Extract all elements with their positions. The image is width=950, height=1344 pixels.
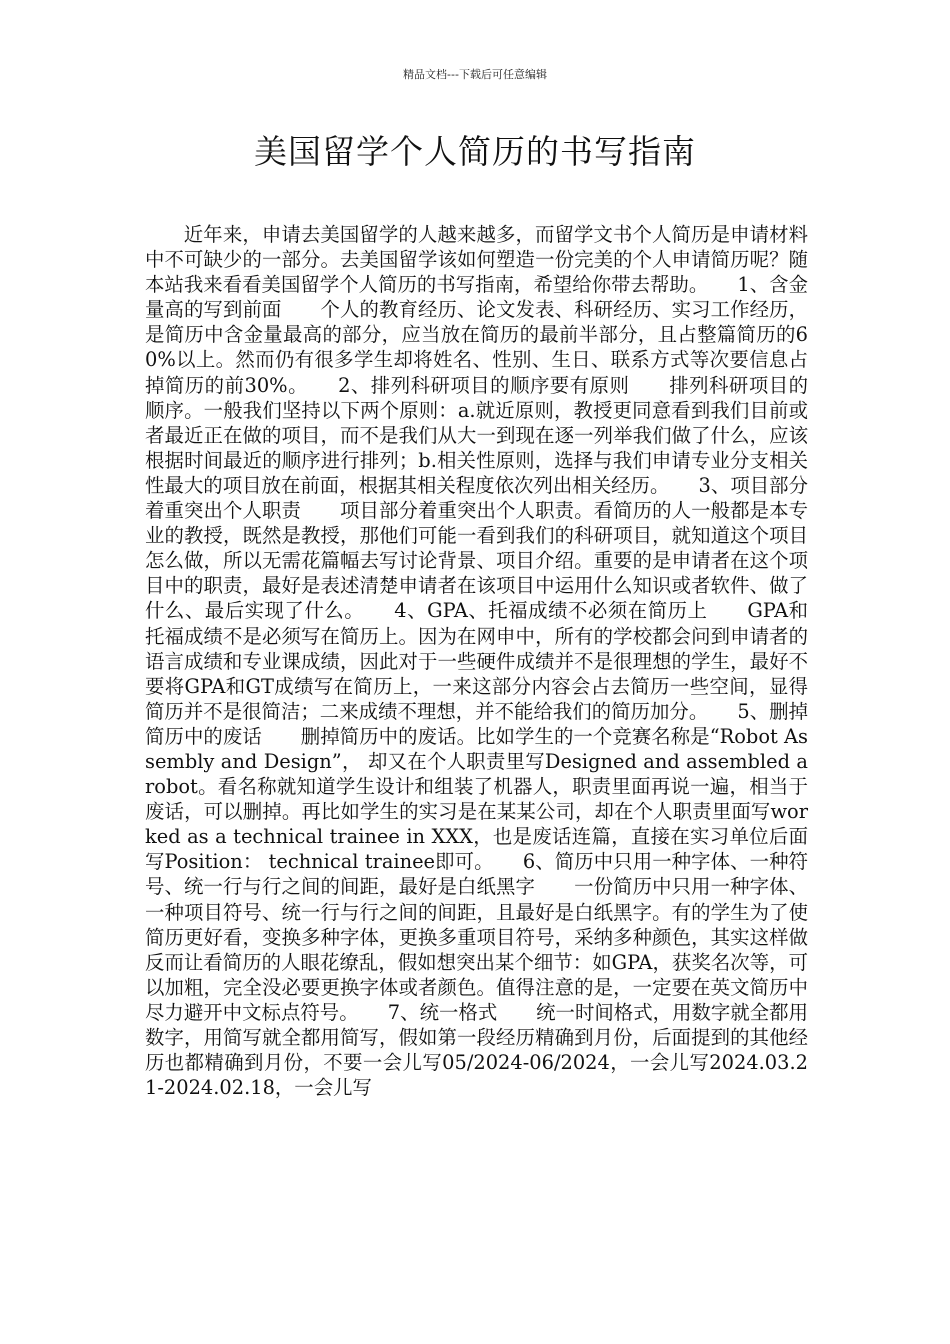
body-paragraph: 近年来，申请去美国留学的人越来越多，而留学文书个人简历是申请材料中不可缺少的一部分。去美国留学该如何塑造一份完美的个人申请简历呢？随本站我来看看美国留学个人简历的书写指南，希望给你带去帮助。 1、含金量高的写到前面 个人的教育经历、论文发表、科研经历、实习工作经历，是简历中含金量最高的部分，应当放在简历的最前半部分，且占整篇简历的60%以上。然而仍有很多学生却将姓名、性别、生日、联系方式等次要信息占掉简历的前30%。 2、排列科研项目的顺序要有原则 排列科研项目的顺序。一般我们坚持以下两个原则：a.就近原则，教授更同意看到我们目前或者最近正在做的项目，而不是我们从大一到现在逐一列举我们做了什么，应该根据时间最近的顺序进行排列；b.相关性原则，选择与我们申请专业分支相关性最大的项目放在前面，根据其相关程度依次列出相关经历。 3、项目部分着重突出个人职责 项目部分着重突出个人职责。看简历的人一般都是本专业的教授，既然是教授，那他们可能一看到我们的科研项目，就知道这个项目怎么做，所以无需花篇幅去写讨论背景、项目介绍。重要的是申请者在这个项目中的职责，最好是表述清楚申请者在该项目中运用什么知识或者软件、做了什么、最后实现了什么。 4、GPA、托福成绩不必须在简历上 GPA和托福成绩不是必须写在简历上。因为在网申中，所有的学校都会问到申请者的语言成绩和专业课成绩，因此对于一些硬件成绩并不是很理想的学生，最好不要将GPA和GT成绩写在简历上，一来这部分内容会占去简历一些空间，显得简历并不是很简洁；二来成绩不理想，并不能给我们的简历加分。 5、删掉简历中的废话 删掉简历中的废话。比如学生的一个竞赛名称是“Robot Assembly and Design”， 却又在个人职责里写Designed and assembled a robot。看名称就知道学生设计和组装了机器人，职责里面再说一遍，相当于废话，可以删掉。再比如学生的实习是在某某公司，却在个人职责里面写worked as a technical trainee in XXX，也是废话连篇，直接在实习单位后面写Position： technical trainee即可。 6、简历中只用一种字体、一种符号、统一行与行之间的间距，最好是白纸黑字 一份简历中只用一种字体、一种项目符号、统一行与行之间的间距，且最好是白纸黑字。有的学生为了使简历更好看，变换多种字体，更换多重项目符号，采纳多种颜色，其实这样做反而让看简历的人眼花缭乱，假如想突出某个细节：如GPA，获奖名次等，可以加粗，完全没必要更换字体或者颜色。值得注意的是，一定要在英文简历中尽力避开中文标点符号。 7、统一格式 统一时间格式，用数字就全都用数字，用简写就全都用简写，假如第一段经历精确到月份，后面提到的其他经历也都精确到月份，不要一会儿写05/2024-06/2024，一会儿写2024.03.21-2024.02.18，一会儿写 xyxy=(145,223,815,1100)
document-title: 美国留学个人简历的书写指南 xyxy=(254,132,696,171)
page-header-note: 精品文档---下载后可任意编辑 xyxy=(403,68,547,81)
document-body xyxy=(145,222,815,1100)
